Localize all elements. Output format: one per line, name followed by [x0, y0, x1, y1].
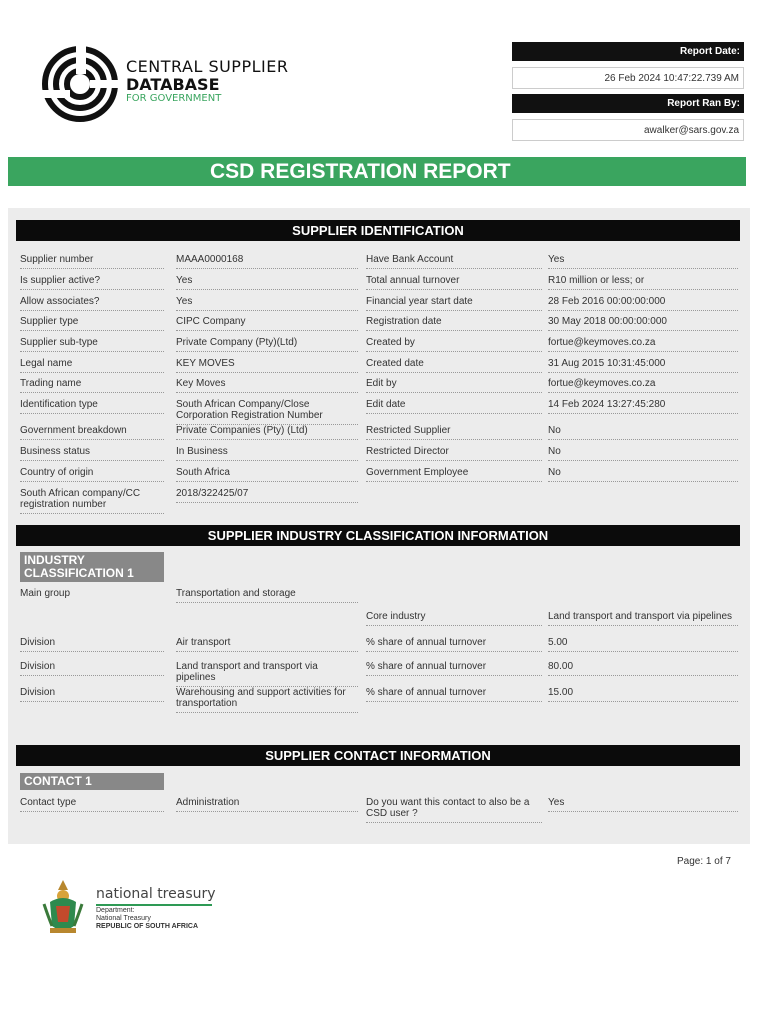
- report-ran-by-value: awalker@sars.gov.za: [512, 119, 744, 141]
- logo-line-2: DATABASE: [126, 75, 220, 94]
- field-value: No: [548, 446, 738, 461]
- field-value: [548, 488, 738, 491]
- field-label: Allow associates?: [20, 296, 164, 311]
- field-value: Yes: [548, 254, 738, 269]
- division-value: Land transport and transport via pipelines: [176, 661, 358, 687]
- field-label: Financial year start date: [366, 296, 542, 311]
- field-value: 31 Aug 2015 10:31:45:000: [548, 358, 738, 373]
- treasury-subtitle: [96, 907, 236, 931]
- department-label: Department:: [96, 907, 135, 914]
- field-label: South African company/CC registration number: [20, 488, 164, 514]
- share-value: 5.00: [548, 637, 738, 652]
- field-label: [366, 488, 542, 491]
- report-date-label: Report Date:: [512, 42, 744, 61]
- field-value: CIPC Company: [176, 316, 358, 331]
- core-industry-label: Core industry: [366, 611, 542, 626]
- contact-type-value: Administration: [176, 797, 358, 812]
- logo-line-3: FOR GOVERNMENT: [126, 93, 222, 104]
- coat-of-arms-icon: [38, 876, 88, 936]
- contact-type-label: Contact type: [20, 797, 164, 812]
- field-value: Yes: [176, 275, 358, 290]
- share-value: 15.00: [548, 687, 738, 702]
- field-value: R10 million or less; or: [548, 275, 738, 290]
- industry-classification-subheading: INDUSTRY CLASSIFICATION 1: [20, 552, 164, 582]
- share-value: 80.00: [548, 661, 738, 676]
- share-label: % share of annual turnover: [366, 687, 542, 702]
- industry-classification-heading: SUPPLIER INDUSTRY CLASSIFICATION INFORMATION: [16, 525, 740, 546]
- field-label: Supplier sub-type: [20, 337, 164, 352]
- field-label: Identification type: [20, 399, 164, 414]
- field-value: fortue@keymoves.co.za: [548, 378, 738, 393]
- field-value: 14 Feb 2024 13:27:45:280: [548, 399, 738, 414]
- csd-user-answer: Yes: [548, 797, 738, 812]
- field-value: No: [548, 425, 738, 440]
- share-label: % share of annual turnover: [366, 637, 542, 652]
- field-label: Business status: [20, 446, 164, 461]
- supplier-identification-heading: SUPPLIER IDENTIFICATION: [16, 220, 740, 241]
- field-label: Edit date: [366, 399, 542, 414]
- field-value: Yes: [176, 296, 358, 311]
- field-value: Key Moves: [176, 378, 358, 393]
- report-date-value: 26 Feb 2024 10:47:22.739 AM: [512, 67, 744, 89]
- field-label: Government breakdown: [20, 425, 164, 440]
- field-label: Government Employee: [366, 467, 542, 482]
- report-body: [8, 208, 750, 844]
- field-value: South African Company/Close Corporation Registration Number: [176, 399, 358, 425]
- field-value: In Business: [176, 446, 358, 461]
- field-value: Private Company (Pty)(Ltd): [176, 337, 358, 352]
- page-number: Page: 1 of 7: [677, 856, 731, 867]
- core-industry-value: Land transport and transport via pipelines: [548, 611, 738, 626]
- field-label: Edit by: [366, 378, 542, 393]
- field-label: Supplier number: [20, 254, 164, 269]
- csd-user-question: Do you want this contact to also be a CSD user ?: [366, 797, 542, 823]
- treasury-divider: [96, 904, 212, 906]
- field-label: Supplier type: [20, 316, 164, 331]
- field-label: Restricted Director: [366, 446, 542, 461]
- logo-line-1: CENTRAL SUPPLIER: [126, 57, 289, 76]
- treasury-title: national treasury: [96, 886, 216, 902]
- report-ran-by-label: Report Ran By:: [512, 94, 744, 113]
- field-value: fortue@keymoves.co.za: [548, 337, 738, 352]
- field-value: 30 May 2018 00:00:00:000: [548, 316, 738, 331]
- report-ran-by-box: [512, 94, 744, 141]
- division-value: Warehousing and support activities for transportation: [176, 687, 358, 713]
- field-value: MAAA0000168: [176, 254, 358, 269]
- contact-information-heading: SUPPLIER CONTACT INFORMATION: [16, 745, 740, 766]
- field-label: Have Bank Account: [366, 254, 542, 269]
- division-label: Division: [20, 637, 164, 652]
- csd-logo: [42, 46, 292, 126]
- field-value: Private Companies (Pty) (Ltd): [176, 425, 358, 440]
- field-value: South Africa: [176, 467, 358, 482]
- division-value: Air transport: [176, 637, 358, 652]
- national-treasury-logo: [38, 876, 238, 938]
- csd-logo-icon: [42, 46, 120, 124]
- contact-subheading: CONTACT 1: [20, 773, 164, 790]
- field-label: Legal name: [20, 358, 164, 373]
- department-name: National Treasury: [96, 915, 151, 922]
- main-group-label: Main group: [20, 588, 71, 599]
- report-title: CSD REGISTRATION REPORT: [8, 157, 746, 186]
- field-value: 28 Feb 2016 00:00:00:000: [548, 296, 738, 311]
- division-label: Division: [20, 661, 164, 676]
- field-label: Is supplier active?: [20, 275, 164, 290]
- field-label: Trading name: [20, 378, 164, 393]
- country-name: REPUBLIC OF SOUTH AFRICA: [96, 923, 199, 930]
- field-value: KEY MOVES: [176, 358, 358, 373]
- field-value: 2018/322425/07: [176, 488, 358, 503]
- field-label: Restricted Supplier: [366, 425, 542, 440]
- field-label: Created date: [366, 358, 542, 373]
- share-label: % share of annual turnover: [366, 661, 542, 676]
- field-label: Created by: [366, 337, 542, 352]
- report-date-box: [512, 42, 744, 89]
- division-label: Division: [20, 687, 164, 702]
- field-label: Total annual turnover: [366, 275, 542, 290]
- field-label: Country of origin: [20, 467, 164, 482]
- field-value: No: [548, 467, 738, 482]
- main-group-value: Transportation and storage: [176, 588, 358, 603]
- field-label: Registration date: [366, 316, 542, 331]
